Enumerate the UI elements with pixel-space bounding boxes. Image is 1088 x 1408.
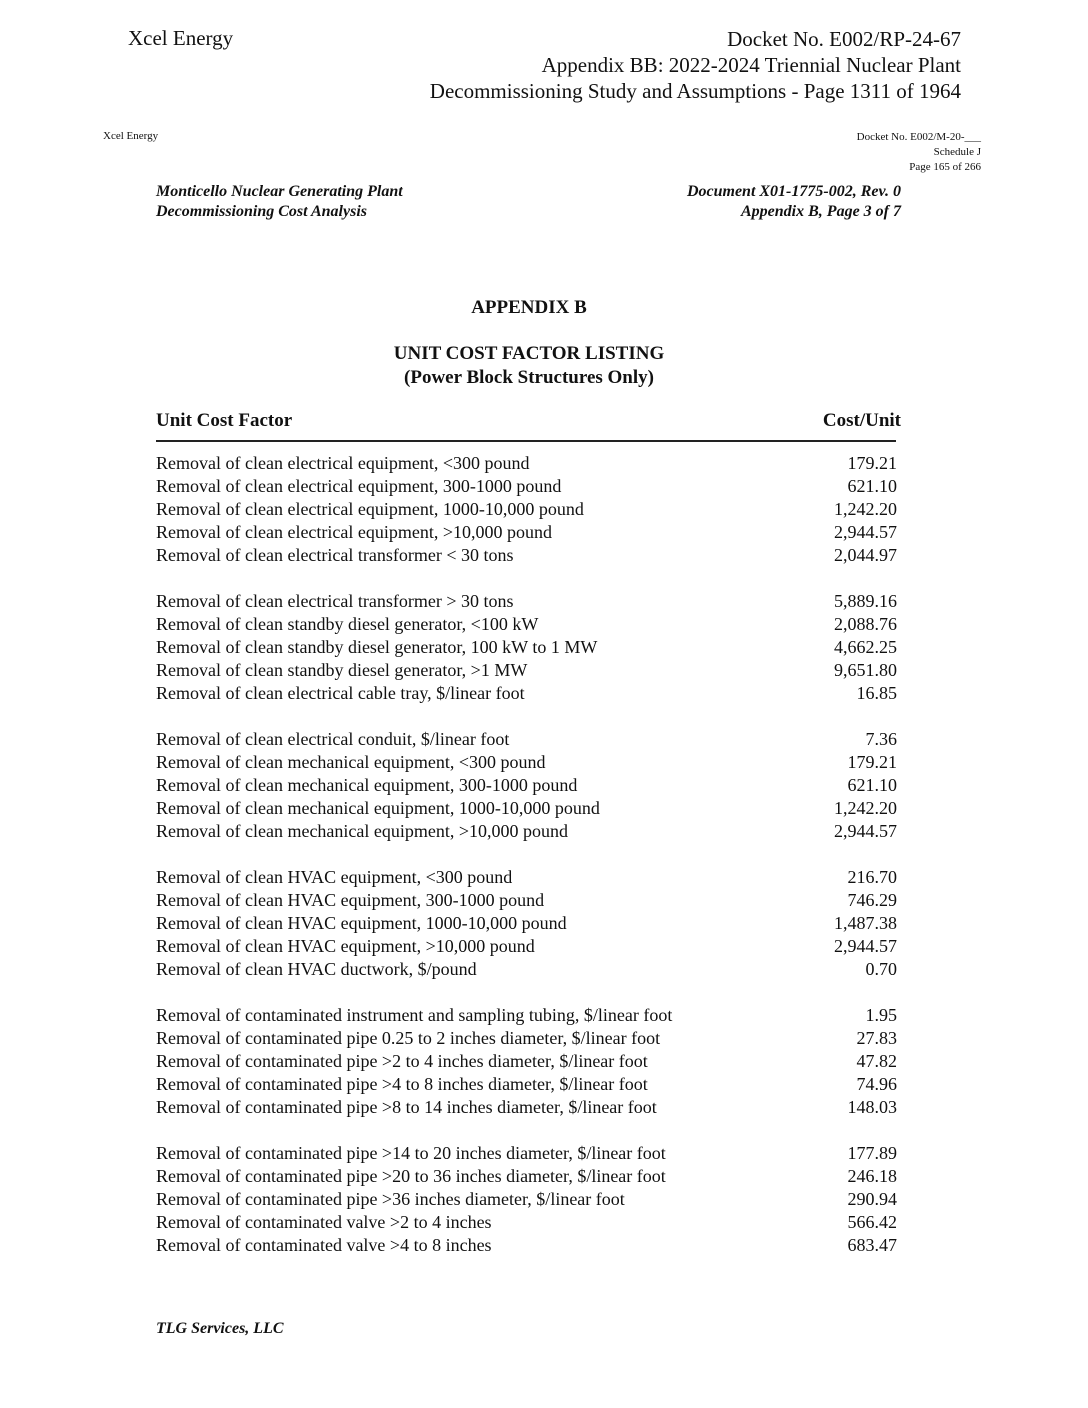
table-row: [156, 912, 901, 935]
cost-cell: 148.03: [847, 1097, 897, 1117]
cost-cell: 1,487.38: [834, 913, 897, 933]
factor-cell: Removal of clean electrical transformer < 30 tons: [156, 545, 514, 565]
document-header-right: [687, 182, 901, 222]
outer-header-docket: [430, 26, 961, 104]
table-row: [156, 498, 901, 521]
appendix-page: Appendix B, Page 3 of 7: [741, 203, 901, 220]
table-row: [156, 636, 901, 659]
table-row: [156, 1234, 901, 1257]
table-row: [156, 889, 901, 912]
cost-cell: 0.70: [865, 959, 897, 979]
factor-cell: Removal of clean mechanical equipment, <300 pound: [156, 752, 546, 772]
factor-cell: Removal of contaminated valve >4 to 8 inches: [156, 1235, 492, 1255]
factor-cell: Removal of contaminated pipe >2 to 4 inches diameter, $/linear foot: [156, 1051, 648, 1071]
table-row: [156, 475, 901, 498]
table-row: [156, 1073, 901, 1096]
factor-cell: Removal of contaminated pipe >36 inches diameter, $/linear foot: [156, 1189, 625, 1209]
inner-header-docket: [857, 130, 981, 175]
inner-schedule-line: Schedule J: [933, 146, 981, 158]
document-number: Document X01-1775-002, Rev. 0: [686, 183, 901, 200]
footer-company: TLG Services, LLC: [156, 1320, 284, 1337]
cost-cell: 179.21: [847, 752, 897, 772]
cost-cell: 1,242.20: [834, 798, 897, 818]
factor-cell: Removal of clean standby diesel generator, <100 kW: [156, 614, 539, 634]
outer-header-company: Xcel Energy: [128, 26, 234, 50]
outer-page-line: Decommissioning Study and Assumptions - Page 1311 of 1964: [429, 79, 961, 103]
cost-cell: 566.42: [847, 1212, 897, 1232]
factor-cell: Removal of contaminated pipe >8 to 14 inches diameter, $/linear foot: [156, 1097, 657, 1117]
table-group: [156, 866, 901, 981]
unit-cost-factor-table: [156, 410, 901, 1280]
factor-cell: Removal of clean mechanical equipment, 300-1000 pound: [156, 775, 578, 795]
analysis-name: Decommissioning Cost Analysis: [156, 203, 367, 220]
cost-cell: 16.85: [856, 683, 897, 703]
table-row: [156, 544, 901, 567]
factor-cell: Removal of clean standby diesel generator, >1 MW: [156, 660, 528, 680]
cost-cell: 2,944.57: [834, 522, 897, 542]
column-header-factor: Unit Cost Factor: [156, 410, 293, 431]
cost-cell: 621.10: [847, 775, 897, 795]
table-row: [156, 1211, 901, 1234]
factor-cell: Removal of clean electrical equipment, 1000-10,000 pound: [156, 499, 584, 519]
table-row: [156, 1050, 901, 1073]
cost-cell: 621.10: [847, 476, 897, 496]
factor-cell: Removal of clean electrical equipment, 300-1000 pound: [156, 476, 562, 496]
factor-cell: Removal of clean electrical transformer > 30 tons: [156, 591, 514, 611]
factor-cell: Removal of contaminated valve >2 to 4 inches: [156, 1212, 492, 1232]
cost-cell: 7.36: [865, 729, 897, 749]
plant-name: Monticello Nuclear Generating Plant: [156, 183, 403, 200]
factor-cell: Removal of contaminated pipe >4 to 8 inches diameter, $/linear foot: [156, 1074, 648, 1094]
table-row: [156, 1004, 901, 1027]
factor-cell: Removal of clean HVAC equipment, 300-1000 pound: [156, 890, 545, 910]
inner-header-company: Xcel Energy: [103, 130, 159, 142]
column-header-cost: Cost/Unit: [822, 410, 901, 431]
cost-cell: 9,651.80: [834, 660, 897, 680]
header-rule: [156, 440, 896, 442]
inner-page-line: Page 165 of 266: [909, 161, 981, 173]
table-row: [156, 682, 901, 705]
listing-title-sub: (Power Block Structures Only): [404, 367, 654, 388]
cost-cell: 746.29: [847, 890, 897, 910]
factor-cell: Removal of clean mechanical equipment, 1000-10,000 pound: [156, 798, 600, 818]
factor-cell: Removal of clean standby diesel generator, 100 kW to 1 MW: [156, 637, 598, 657]
table-group: [156, 1004, 901, 1119]
cost-cell: 683.47: [847, 1235, 897, 1255]
outer-docket-line: Docket No. E002/RP-24-67: [727, 27, 961, 51]
table-row: [156, 521, 901, 544]
factor-cell: Removal of contaminated pipe 0.25 to 2 inches diameter, $/linear foot: [156, 1028, 661, 1048]
appendix-title: APPENDIX B: [471, 297, 587, 318]
factor-cell: Removal of clean HVAC ductwork, $/pound: [156, 959, 477, 979]
table-row: [156, 820, 901, 843]
table-row: [156, 1096, 901, 1119]
cost-cell: 2,088.76: [834, 614, 897, 634]
listing-title: [0, 342, 1058, 390]
cost-cell: 74.96: [856, 1074, 897, 1094]
table-body: [156, 452, 901, 1257]
factor-cell: Removal of clean HVAC equipment, <300 pound: [156, 867, 513, 887]
listing-title-main: UNIT COST FACTOR LISTING: [393, 343, 665, 364]
cost-cell: 27.83: [856, 1028, 897, 1048]
cost-cell: 177.89: [847, 1143, 897, 1163]
cost-cell: 246.18: [847, 1166, 897, 1186]
cost-cell: 290.94: [847, 1189, 897, 1209]
factor-cell: Removal of clean electrical equipment, >10,000 pound: [156, 522, 553, 542]
cost-cell: 4,662.25: [834, 637, 897, 657]
table-row: [156, 590, 901, 613]
table-row: [156, 659, 901, 682]
table-row: [156, 1142, 901, 1165]
table-group: [156, 590, 901, 705]
factor-cell: Removal of contaminated instrument and sampling tubing, $/linear foot: [156, 1005, 673, 1025]
table-row: [156, 958, 901, 981]
factor-cell: Removal of clean electrical cable tray, $/linear foot: [156, 683, 525, 703]
table-header: [156, 410, 901, 436]
table-row: [156, 774, 901, 797]
inner-docket-line: Docket No. E002/M-20-___: [856, 131, 981, 143]
factor-cell: Removal of clean HVAC equipment, 1000-10,000 pound: [156, 913, 567, 933]
cost-cell: 2,944.57: [834, 821, 897, 841]
table-group: [156, 728, 901, 843]
cost-cell: 216.70: [847, 867, 897, 887]
factor-cell: Removal of clean HVAC equipment, >10,000 pound: [156, 936, 535, 956]
table-row: [156, 1188, 901, 1211]
factor-cell: Removal of clean mechanical equipment, >10,000 pound: [156, 821, 569, 841]
table-row: [156, 866, 901, 889]
cost-cell: 2,944.57: [834, 936, 897, 956]
table-row: [156, 728, 901, 751]
factor-cell: Removal of contaminated pipe >20 to 36 inches diameter, $/linear foot: [156, 1166, 666, 1186]
cost-cell: 1,242.20: [834, 499, 897, 519]
cost-cell: 47.82: [856, 1051, 897, 1071]
table-row: [156, 1027, 901, 1050]
table-row: [156, 935, 901, 958]
outer-appendix-line: Appendix BB: 2022-2024 Triennial Nuclear Plant: [541, 53, 961, 77]
cost-cell: 1.95: [865, 1005, 897, 1025]
table-row: [156, 797, 901, 820]
table-row: [156, 613, 901, 636]
factor-cell: Removal of clean electrical equipment, <300 pound: [156, 453, 530, 473]
factor-cell: Removal of clean electrical conduit, $/linear foot: [156, 729, 510, 749]
table-row: [156, 452, 901, 475]
table-group: [156, 452, 901, 567]
factor-cell: Removal of contaminated pipe >14 to 20 inches diameter, $/linear foot: [156, 1143, 666, 1163]
table-row: [156, 1165, 901, 1188]
table-row: [156, 751, 901, 774]
cost-cell: 179.21: [847, 453, 897, 473]
document-header-left: [156, 182, 403, 222]
cost-cell: 5,889.16: [834, 591, 897, 611]
table-group: [156, 1142, 901, 1257]
cost-cell: 2,044.97: [834, 545, 897, 565]
